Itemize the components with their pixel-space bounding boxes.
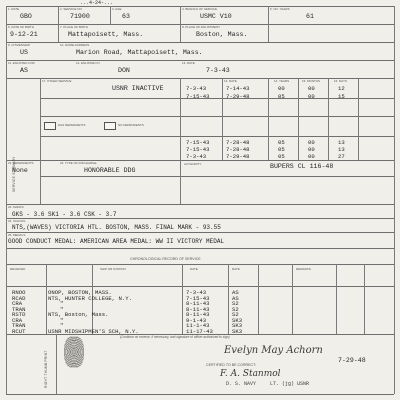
authority-value: BUPERS CL 116-48 (270, 163, 334, 170)
rule (40, 176, 394, 177)
enlisted-in-label: 12. ENLISTED IN (76, 61, 100, 65)
service-row-2-to: 7-29-48 (226, 93, 250, 100)
footer-note: (Continue on reverse, if necessary, and signature of officer authorized to sign) (120, 335, 230, 339)
chrono-row-4-station: " (60, 305, 64, 313)
dob-value: 9-12-21 (10, 31, 38, 38)
computation-row-2-to: 7-28-48 (226, 146, 250, 153)
column-line (222, 78, 223, 160)
chrono-row-1-code: RNOO (12, 289, 26, 296)
rule (6, 60, 394, 61)
col-months-label: 15. MONTHS (302, 79, 321, 83)
service-row-1-from: 7-3-43 (186, 85, 207, 92)
chrono-row-4-code: TRAN (12, 305, 26, 313)
medals-value: GOOD CONDUCT MEDAL: AMERICAN AREA MEDAL: WW II VICTORY MEDAL (8, 238, 225, 245)
age-value: 63 (122, 13, 130, 20)
rule (6, 248, 394, 249)
service-row-1-months: 00 (308, 85, 315, 92)
chrono-header-received: RECEIVED (10, 267, 26, 271)
no-dependents-checkbox (104, 122, 116, 130)
chrono-row-7-station: " (60, 322, 64, 329)
column-line (328, 78, 329, 160)
column-line (180, 78, 181, 204)
chrono-row-7-rate: SK3 (232, 322, 243, 329)
chrono-row-2-station: NTS, HUNTER COLLEGE, N.Y. (48, 294, 132, 302)
school-label: 24. SCHOOL (8, 219, 26, 223)
chrono-row-5-date: 8-11-43 (186, 311, 210, 318)
officer-signature: F. A. Stanmol (220, 369, 281, 379)
computation-row-3-months: 00 (308, 153, 315, 160)
chrono-row-6-date: 9-1-43 (186, 316, 207, 324)
column-line (258, 264, 259, 334)
section-divider (40, 78, 41, 204)
computation-row-3-days: 27 (338, 153, 345, 160)
column-line (298, 78, 299, 160)
no-dependents-label: NO DEPENDENTS (118, 123, 144, 127)
years-service-label: 5. NO. YEARS (270, 7, 290, 11)
column-line (358, 78, 359, 160)
chrono-row-4-rate: S2 (232, 305, 239, 313)
chrono-row-8-rate: SK3 (232, 327, 243, 335)
has-dependents-label: HAS DEPENDENTS (58, 123, 86, 127)
service-summary-title: SERVICE SUMMARY (12, 156, 16, 192)
chrono-row-6-station: " (60, 316, 64, 324)
pob-value: Mattapoisett, Mass. (68, 31, 144, 38)
officer-stamp-line-2: LT. (jg) USNR (270, 381, 310, 387)
chrono-row-3-code: CRA (12, 300, 23, 307)
rate-value: GBO (20, 13, 32, 20)
chrono-row-3-station: " (60, 300, 64, 307)
chrono-header-date: DATE (190, 267, 198, 271)
service-number-value: 71900 (70, 13, 90, 20)
col-days-label: 16. DAYS (334, 79, 347, 83)
chrono-row-8-station: USNR MIDSHIPMEN'S SCH, N.Y. (48, 327, 139, 335)
date-enlisted-value: 7-3-43 (206, 67, 230, 74)
authority-label: AUTHORITY (184, 162, 202, 166)
computation-row-1-months: 00 (308, 139, 315, 146)
computation-row-3-from: 7-3-43 (186, 153, 207, 160)
column-line (58, 6, 59, 42)
rule (6, 394, 394, 395)
column-line (268, 6, 269, 42)
dependents-label: 21. DEPENDENTS (8, 161, 34, 165)
rule (6, 232, 394, 233)
years-service-value: 61 (306, 13, 314, 20)
chrono-row-2-rate: AS (232, 294, 239, 302)
rule (6, 204, 394, 205)
column-line (110, 6, 111, 24)
service-row-2-from: 7-15-43 (186, 93, 210, 100)
chrono-row-7-code: TRAN (12, 322, 26, 329)
computation-row-3-to: 7-29-48 (226, 153, 250, 160)
chrono-row-2-code: RCAD (12, 294, 26, 302)
column-line (182, 264, 183, 334)
column-line (56, 334, 57, 394)
border (394, 6, 395, 394)
column-line (336, 264, 337, 334)
computation-row-1-to: 7-28-48 (226, 139, 250, 146)
chrono-row-8-code: RCUT (12, 327, 26, 335)
prior-enlistment-label: 4. BRANCH OF SERVICE (182, 7, 217, 11)
age-label: 3. AGE (112, 7, 122, 11)
computation-row-2-years: 05 (278, 146, 285, 153)
col-date-label: 13. DATE (224, 79, 237, 83)
rule (40, 116, 394, 117)
chrono-row-8-date: 11-17-43 (186, 327, 213, 335)
remarks-header: REMARKS (296, 267, 311, 271)
chrono-row-1-rate: AS (232, 289, 239, 296)
has-dependents-checkbox (44, 122, 56, 130)
thumbprint-label: RIGHT THUMB PRINT (44, 350, 48, 388)
home-address-label: 10. HOME ADDRESS (60, 43, 90, 47)
discharge-type-label: 22. TYPE OF DISCHARGE (60, 161, 97, 165)
service-row-2-years: 05 (278, 93, 285, 100)
home-address-value: Marion Road, Mattapoisett, Mass. (76, 49, 203, 56)
citizenship-label: 9. CITIZENSHIP (8, 43, 31, 47)
certified-label: CERTIFIED TO BE CORRECT: (206, 363, 256, 367)
poe-value: Boston, Mass. (196, 31, 248, 38)
member-signature: Evelyn May Achorn (224, 345, 323, 356)
border (6, 6, 7, 394)
chrono-row-1-station: ONOP, BOSTON, MASS. (48, 289, 112, 296)
column-line (46, 264, 47, 334)
chrono-row-6-code: CRA (12, 316, 23, 324)
chrono-header-rate: RATE (232, 267, 240, 271)
enlisted-for-value: AS (20, 67, 28, 74)
medals-label: 25. MEDALS (8, 233, 26, 237)
citizenship-value: US (20, 49, 28, 56)
chrono-row-2-date: 7-15-43 (186, 294, 210, 302)
marks-value: GKS - 3.6 SK1 - 3.6 CSK - 3.7 (12, 211, 117, 218)
thumbprint-image (64, 336, 84, 368)
computation-row-1-days: 13 (338, 139, 345, 146)
column-line (268, 78, 269, 160)
rule (6, 218, 394, 219)
prior-enlistment-value: USMC V10 (200, 13, 232, 20)
chrono-row-5-rate: S2 (232, 311, 239, 318)
computation-row-2-days: 13 (338, 146, 345, 153)
chrono-header-station: SHIP OR STATION (100, 267, 126, 271)
computation-row-1-from: 7-15-43 (186, 139, 210, 146)
school-value: NTS,(WAVES) VICTORIA HTL. BOSTON, MASS. FINAL MARK - 93.55 (12, 224, 221, 231)
service-row-2-days: 15 (338, 93, 345, 100)
column-line (228, 264, 229, 334)
chrono-title: CHRONOLOGICAL RECORD OF SERVICE (130, 257, 201, 261)
service-row-1-to: 7-14-43 (226, 85, 250, 92)
officer-stamp-line-1: D. S. NAVY (226, 381, 257, 387)
signed-date: 7-29-48 (338, 357, 366, 364)
chrono-row-6-rate: SK3 (232, 316, 243, 324)
chrono-row-5-code: RSTD (12, 311, 26, 318)
dob-label: 6. DATE OF BIRTH (8, 25, 34, 29)
rate-label: 1. RATE (8, 7, 20, 11)
top-cut-text: ...4-24-... (80, 0, 114, 6)
column-line (180, 6, 181, 42)
enlisted-for-label: 11. ENLISTED FOR (8, 61, 35, 65)
chrono-row-4-date: 8-11-43 (186, 305, 210, 313)
discharge-type-value: HONORABLE DDG (84, 167, 136, 174)
chrono-row-1-date: 7-3-43 (186, 289, 207, 296)
service-row-1-years: 00 (278, 85, 285, 92)
poe-label: 8. PLACE OF ENLISTMENT (182, 25, 221, 29)
chrono-row-3-rate: S2 (232, 300, 239, 307)
marks-label: 23. MARKS (8, 205, 24, 209)
service-row-1-days: 12 (338, 85, 345, 92)
chrono-row-5-station: NTS, Boston, Mass. (48, 311, 109, 318)
computation-row-1-years: 05 (278, 139, 285, 146)
other-service-value: USNR INACTIVE (112, 85, 164, 92)
computation-row-2-from: 7-15-43 (186, 146, 210, 153)
computation-row-3-years: 05 (278, 153, 285, 160)
column-line (292, 264, 293, 334)
dependents-value: None (12, 167, 28, 174)
computation-row-2-months: 00 (308, 146, 315, 153)
enlisted-in-value: DON (118, 67, 130, 74)
service-number-label: 2. SERVICE NO. (60, 7, 83, 11)
other-service-label: 17. OTHER SERVICE (42, 79, 72, 83)
col-years-label: 14. YEARS (274, 79, 290, 83)
chrono-row-7-date: 11-1-43 (186, 322, 210, 329)
rule (40, 136, 394, 137)
date-label: 13. DATE (182, 61, 195, 65)
chrono-row-3-date: 8-11-43 (186, 300, 210, 307)
pob-label: 7. PLACE OF BIRTH (60, 25, 88, 29)
column-line (364, 264, 365, 334)
service-row-2-months: 00 (308, 93, 315, 100)
